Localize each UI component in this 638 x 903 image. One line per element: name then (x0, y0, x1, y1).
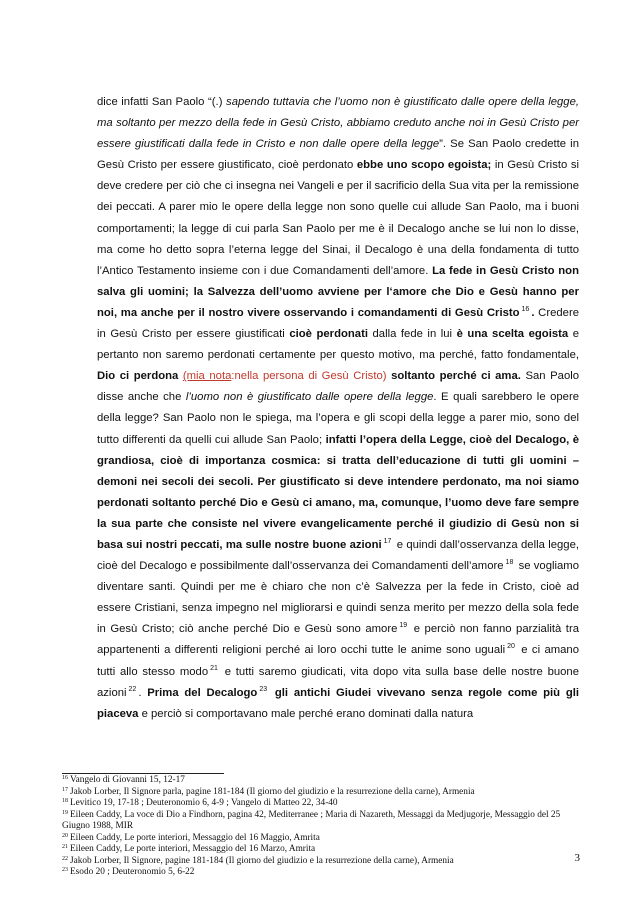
bold-segment: ebbe uno scopo egoista; (356, 159, 492, 172)
footnote-text: Jakob Lorber, Il Signore parla, pagine 181-184 (Il giorno del giudizio e la resurrezione della carne), Armenia (70, 786, 475, 797)
footnote-23 (62, 867, 582, 879)
text-segment: se vogliamo diventare santi. Quindi per me è chiaro che non c’è Salvezza per la fede in Cristo, cioè ad essere Cristiani, senza impegno nel migliorarsi e quindi senza merito per mezzo della sola fede in Gesù Cristo; ciò anche perché Dio e Gesù sono amore (97, 560, 579, 636)
footnote-number: 20 (62, 832, 68, 839)
author-note-label: (mia nota (182, 370, 232, 383)
body-text (97, 92, 579, 725)
bold-segment: La fede in Gesù Cristo non salva gli uomini; la Salvezza dell’uomo avviene per l‘amore che Dio e Gesù hanno per noi, ma anche per il nostro vivere osservando i comandamenti di Gesù Cristo (97, 264, 579, 319)
bold-segment: infatti l’opera della Legge, cioè del Decalogo, è grandiosa, cioè di importanza cosmica: si tratta dell’educazione di tutti gli uomini – demoni nei secoli dei secoli. Per giustificato si deve intendere perdonato, ma noi siamo perdonati soltanto perché Dio e Gesù ci amano, ma, comunque, l’uomo deve fare sempre la sua parte che consiste nel vivere evangelicamente perché il giudizio di Gesù non si basa sui nostri peccati, ma sulle nostre buone azioni (97, 433, 579, 551)
text-segment: San Paolo disse anche che (97, 370, 580, 404)
text-segment: e perciò non fanno parzialità tra appartenenti a differenti religioni perché ai loro occhi tutte le anime sono uguali (97, 623, 579, 657)
text-segment: e pertanto non saremo perdonati certamente per questo motivo, ma perché, fatto fondamentale, (97, 328, 579, 362)
footnote-text: Levitico 19, 17-18 ; Deuteronomio 6, 4-9 ; Vangelo di Matteo 22, 34-40 (70, 798, 338, 808)
footnote-text: Eileen Caddy, Le porte interiori, Messaggio del 16 Maggio, Amrita (70, 832, 320, 843)
text-segment: . (138, 686, 148, 699)
quote-italic: sapendo tuttavia che l’uomo non è giustificato dalle opere della legge, ma soltanto per mezzo della fede in Gesù Cristo, abbiamo creduto anche noi in Gesù Cristo per essere giustificati dalla fede in Cristo e non dalle opere della legge (97, 96, 580, 151)
bold-segment: . (531, 306, 535, 319)
author-note-text: :nella persona di Gesù Cristo (231, 370, 383, 383)
text-segment: e tutti saremo giudicati, vita dopo vita sulla base delle nostre buone azioni (97, 665, 579, 699)
footnote-18 (62, 798, 582, 810)
text-segment: dice infatti San Paolo “(.) (97, 96, 227, 108)
footnote-number: 17 (62, 786, 68, 793)
footnote-ref-17[interactable]: 17 (383, 537, 392, 545)
footnote-22 (62, 856, 582, 868)
footnote-text: Jakob Lorber, Il Signore, pagine 181-184 (Il giorno del giudizio e la resurrezione della carne), Armenia (70, 855, 454, 866)
footnote-19 (62, 810, 582, 833)
footnote-16 (62, 775, 582, 787)
footnote-ref-20[interactable]: 20 (507, 643, 515, 651)
page-number: 3 (574, 852, 580, 864)
text-segment: e ci amano tutti allo stesso modo (97, 644, 579, 678)
text-segment: e perciò si comportavano male perché erano dominati dalla natura (138, 707, 474, 720)
bold-segment: Dio ci perdona (97, 370, 179, 383)
text-segment: dalla fede in lui (367, 328, 457, 341)
footnote-number: 18 (62, 798, 68, 804)
bold-segment: gli antichi Giudei vivevano senza regole come più gli piaceva (97, 686, 579, 720)
footnote-ref-22[interactable]: 22 (128, 685, 137, 693)
footnote-20 (62, 833, 582, 845)
bold-segment: cioè perdonati (289, 328, 368, 341)
footnote-separator (62, 773, 224, 774)
footnote-ref-21[interactable]: 21 (210, 664, 218, 672)
footnote-21 (62, 844, 582, 856)
footnote-number: 19 (62, 809, 68, 816)
footnote-ref-23[interactable]: 23 (259, 685, 268, 693)
footnote-ref-18[interactable]: 18 (505, 559, 514, 567)
footnote-17 (62, 787, 582, 799)
footnotes (62, 775, 582, 879)
footnote-number: 21 (62, 844, 68, 850)
footnote-text: Eileen Caddy, La voce di Dio a Findhorn, pagina 42, Mediterranee ; Maria di Nazareth, Messaggi da Medjugorje, Messaggio del 25 Giugno 1988, MIR (62, 809, 561, 831)
footnote-text: Esodo 20 ; Deuteronomio 5, 6-22 (70, 867, 195, 877)
text-segment: . E quali sarebbero le opere della legge? San Paolo non le spiega, ma l’opera e gli scopi della legge a parer mio, sono del tutto differenti da quelli cui allude San Paolo; (97, 391, 579, 446)
text-segment: ”. Se San Paolo credette in Gesù Cristo per essere giustificato, cioè perdonato (97, 138, 579, 172)
bold-segment: soltanto perché ci ama. (391, 370, 521, 383)
footnote-text: Vangelo di Giovanni 15, 12-17 (70, 775, 185, 785)
italic-segment: l’uomo non è giustificato dalle opere della legge (185, 391, 434, 404)
footnote-ref-16[interactable]: 16 (521, 305, 530, 313)
footnote-text: Eileen Caddy, Le porte interiori, Messaggio del 16 Marzo, Amrita (70, 844, 316, 854)
footnote-number: 16 (62, 775, 68, 781)
text-segment: Credere in Gesù Cristo per essere giustificati (97, 306, 579, 341)
main-paragraph (97, 92, 579, 725)
author-note-close: ) (382, 370, 387, 383)
footnote-number: 22 (62, 855, 68, 862)
footnote-number: 23 (62, 867, 68, 873)
text-segment: e quindi dall’osservanza della legge, cioè del Decalogo e possibilmente dall’osservanza dei Comandamenti dell’amore (97, 538, 579, 573)
text-segment: in Gesù Cristo si deve credere per ciò che ci insegna nei Vangeli e per il sacrificio della Sua vita per la remissione dei peccati. A parer mio le opere della legge non sono quelle cui allude San Paolo, ma i buoni comportamenti; la legge di cui parla San Paolo per me è il Decalogo anche se lui non lo disse, ma come ho detto sopra l’eterna legge del Sinai, il Decalogo è una della fondamenta di tutto l’Antico Testamento insieme con i due Comandamenti dell’amore. (97, 159, 579, 277)
footnote-ref-19[interactable]: 19 (399, 622, 408, 630)
bold-segment: Prima del Decalogo (147, 686, 258, 699)
bold-segment: è una scelta egoista (456, 328, 569, 341)
